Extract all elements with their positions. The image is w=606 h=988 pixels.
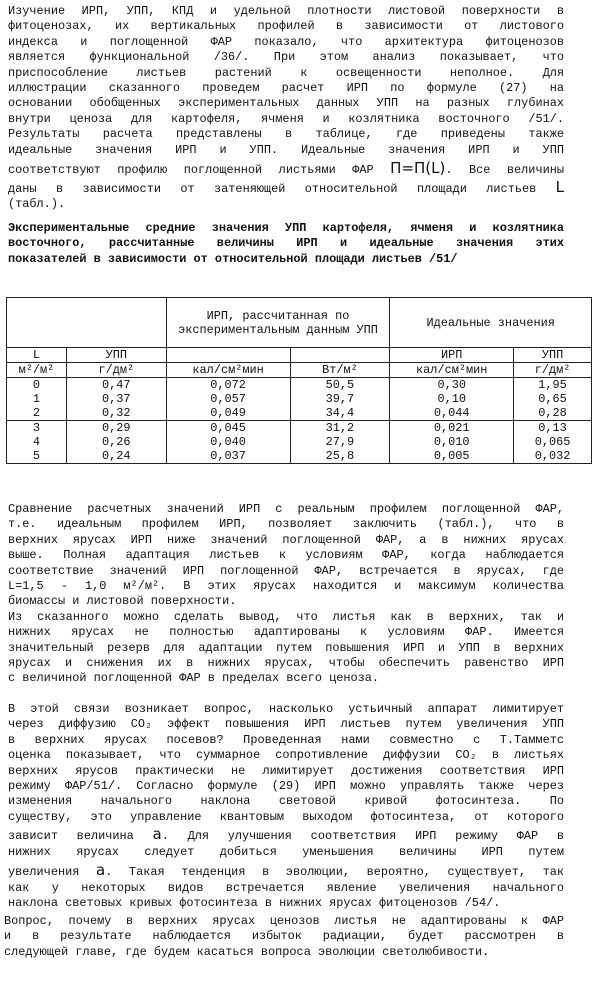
data-table: [6, 297, 592, 464]
unit-kal: кал/см²мин: [166, 363, 290, 378]
text-line: является функциональной /36/. При этом анализ показывает, что: [8, 50, 564, 65]
text-line: существу, это управление квантовым выходом фотосинтеза, от которого: [8, 809, 564, 824]
table-row: [7, 406, 592, 421]
cell-irp-ideal: 0,010: [390, 435, 514, 449]
cell-upp: 0,26: [66, 435, 166, 449]
cell-L: 2: [7, 406, 67, 421]
paragraph-question: [4, 914, 564, 960]
text-line: [8, 180, 564, 197]
text-line: Вопрос, почему в верхних ярусах ценозов листья не адаптированы к ФАР: [4, 914, 564, 928]
cell-bt: 25,8: [290, 449, 390, 464]
text-line: Результаты расчета представлены в таблице, где приведены также: [8, 127, 564, 142]
cell-irp-ideal: 0,30: [390, 378, 514, 393]
text-line: Сравнение расчетных значений ИРП с реальным профилем поглощенной ФАР,: [8, 502, 564, 516]
text-line: т.е. идеальным профилем ИРП, позволяет заключить (табл.), что в: [8, 517, 564, 532]
text-line: Изучение ИРП, УПП, КПД и удельной плотности листовой поверхности в: [8, 4, 564, 18]
cell-kal: 0,072: [166, 378, 290, 393]
empty-cell: [166, 348, 290, 363]
cell-upp-ideal: 1,95: [514, 378, 592, 393]
text-line: [8, 825, 564, 845]
cell-L: 4: [7, 435, 67, 449]
table-heading: [8, 221, 564, 267]
cell-kal: 0,049: [166, 406, 290, 421]
text-fragment: даны в зависимости от затеняющей относительной площади листьев: [8, 182, 537, 197]
unit-bt: Вт/м²: [290, 363, 390, 378]
cell-irp-ideal: 0,005: [390, 449, 514, 464]
text-line: в верхних ярусах посевов? Проведенная нами совместно с Т.Тамметс: [8, 732, 564, 747]
text-fragment: . Для улучшения соответствия ИРП режиму ФАР в: [161, 829, 564, 844]
text-line: через диффузию CO₂ эффект повышения ИРП листьев путем увеличения УПП: [8, 717, 564, 732]
cell-upp: 0,37: [66, 392, 166, 406]
text-line: нижних ярусах следует добиться уменьшения величины ИРП путем: [8, 845, 564, 860]
variable-a: a: [95, 860, 106, 879]
text-line: основании обобщенных экспериментальных данных УПП на разных глубинах: [8, 96, 564, 111]
cell-upp-ideal: 0,065: [514, 435, 592, 449]
text-fragment: . Такая тенденция в эволюции, вероятно, существует, так: [105, 864, 564, 879]
text-line: приспособление листьев растений к освещенности неполное. Для: [8, 65, 564, 80]
group-header-ideal: Идеальные значения: [390, 298, 592, 348]
cell-upp: 0,24: [66, 449, 166, 464]
cell-L: 5: [7, 449, 67, 464]
unit-kal-ideal: кал/см²мин: [390, 363, 514, 378]
cell-upp-ideal: 0,28: [514, 406, 592, 421]
cell-upp-ideal: 0,032: [514, 449, 592, 464]
paragraph-stomata: [8, 702, 564, 911]
text-line: изменения начального наклона световой кривой фотосинтеза. По: [8, 794, 564, 809]
text-line: В этой связи возникает вопрос, насколько устьичный аппарат лимитирует: [8, 702, 564, 716]
cell-upp-ideal: 0,65: [514, 392, 592, 406]
text-line: как у некоторых видов встречается явление увеличения начального: [8, 880, 564, 895]
cell-bt: 27,9: [290, 435, 390, 449]
cell-upp: 0,47: [66, 378, 166, 393]
table-unit-row: [7, 363, 592, 378]
text-line: внутри ценоза для картофеля, ячменя и козлятника восточного /51/.: [8, 111, 564, 126]
column-header-L: L: [7, 348, 67, 363]
text-fragment: соответствуют профилю поглощенной листьями ФАР: [8, 163, 374, 178]
unit-L: м²/м²: [7, 363, 67, 378]
cell-irp-ideal: 0,044: [390, 406, 514, 421]
variable-a: a: [152, 825, 162, 844]
cell-irp-ideal: 0,021: [390, 421, 514, 436]
text-line: выше. Полная адаптация листьев к условиям ФАР, когда наблюдается: [8, 548, 564, 563]
formula: Π=Π(L): [390, 159, 446, 178]
text-line: соответствие значений ИРП поглощенной ФАР, встречается в ярусах, где: [8, 563, 564, 578]
table-row: [7, 449, 592, 464]
cell-bt: 34,4: [290, 406, 390, 421]
column-header-upp: УПП: [66, 348, 166, 363]
cell-L: 3: [7, 421, 67, 436]
text-line: идеальные значения ИРП и УПП. Идеальные значения ИРП и УПП: [8, 142, 564, 157]
table-row: [7, 392, 592, 406]
empty-cell: [7, 298, 167, 348]
text-line: и в результате наблюдается избыток радиации, будет рассмотрен в: [4, 929, 564, 944]
heading-line: восточного, рассчитанные величины ИРП и идеальные значения этих: [8, 236, 564, 251]
text-line: индекса и поглощенной ФАР показало, что архитектура фитоценозов: [8, 34, 564, 49]
table-row: [7, 421, 592, 436]
variable-L: L: [555, 180, 564, 197]
intro-paragraph: [8, 4, 564, 213]
cell-upp: 0,29: [66, 421, 166, 436]
text-line: нижних ярусах не полностью адаптированы к условиям ФАР. Имеется: [8, 625, 564, 640]
column-header-upp-ideal: УПП: [514, 348, 592, 363]
table-row: [7, 435, 592, 449]
cell-upp-ideal: 0,13: [514, 421, 592, 436]
cell-kal: 0,057: [166, 392, 290, 406]
text-line: (табл.).: [8, 197, 66, 212]
unit-upp-ideal: г/дм²: [514, 363, 592, 378]
text-line: Из сказанного можно сделать вывод, что листья как в верхних, так и: [8, 609, 564, 624]
table-row: [7, 378, 592, 393]
text-line: [8, 861, 564, 881]
cell-kal: 0,045: [166, 421, 290, 436]
text-line: L=1,5 - 1,0 м²/м². В этих ярусах находится и максимум количества: [8, 579, 564, 594]
text-fragment: зависит величина: [8, 829, 134, 844]
text-line: биомассы и листовой поверхности.: [8, 594, 237, 609]
table-column-header-row: [7, 348, 592, 363]
cell-bt: 39,7: [290, 392, 390, 406]
cell-kal: 0,037: [166, 449, 290, 464]
column-header-irp: ИРП: [390, 348, 514, 363]
text-fragment: . Все величины: [445, 163, 564, 178]
heading-line: показателей в зависимости от относительной площади листьев /51/: [8, 251, 458, 266]
cell-kal: 0,040: [166, 435, 290, 449]
text-line: оценка показывает, что суммарное сопротивление диффузии CO₂ в листьях: [8, 748, 564, 763]
cell-upp: 0,32: [66, 406, 166, 421]
cell-bt: 50,5: [290, 378, 390, 393]
group-header-irp-calc: ИРП, рассчитанная по экспериментальным данным УПП: [166, 298, 390, 348]
text-line: верхних ярусах ИРП ниже значений поглощенной ФАР, а в нижних ярусах: [8, 532, 564, 547]
text-line: с величиной поглощенной ФАР в пределах всего ценоза.: [8, 671, 380, 686]
text-line: наклона световых кривых фотосинтеза в нижних ярусах фитоценозов /54/.: [8, 896, 501, 911]
text-line: режиму ФАР/51/. Согласно формуле (29) ИРП можно управлять также через: [8, 779, 564, 794]
unit-upp: г/дм²: [66, 363, 166, 378]
text-line: фитоценозах, их вертикальных профилей в зависимости от листового: [8, 19, 564, 34]
cell-L: 0: [7, 378, 67, 393]
text-line: верхних ярусов практически не лимитирует достижения соответствия ИРП: [8, 763, 564, 778]
paragraph-comparison: [8, 502, 564, 687]
text-fragment: увеличения: [8, 864, 80, 879]
heading-line: Экспериментальные средние значения УПП картофеля, ячменя и козлятника: [8, 221, 564, 235]
table-group-header-row: [7, 298, 592, 348]
cell-irp-ideal: 0,10: [390, 392, 514, 406]
empty-cell: [290, 348, 390, 363]
formula-line: [8, 158, 564, 180]
text-line: ярусах и снижения их в нижних ярусах, чтобы обеспечить равенство ИРП: [8, 656, 564, 671]
cell-bt: 31,2: [290, 421, 390, 436]
cell-L: 1: [7, 392, 67, 406]
text-line: следующей главе, где будем касаться вопроса эволюции светолюбивости.: [4, 944, 490, 959]
text-line: иллюстрации сказанного проведем расчет ИРП по формуле (27) на: [8, 81, 564, 96]
text-line: значительный резерв для адаптации путем повышения ИРП и УПП в верхних: [8, 640, 564, 655]
